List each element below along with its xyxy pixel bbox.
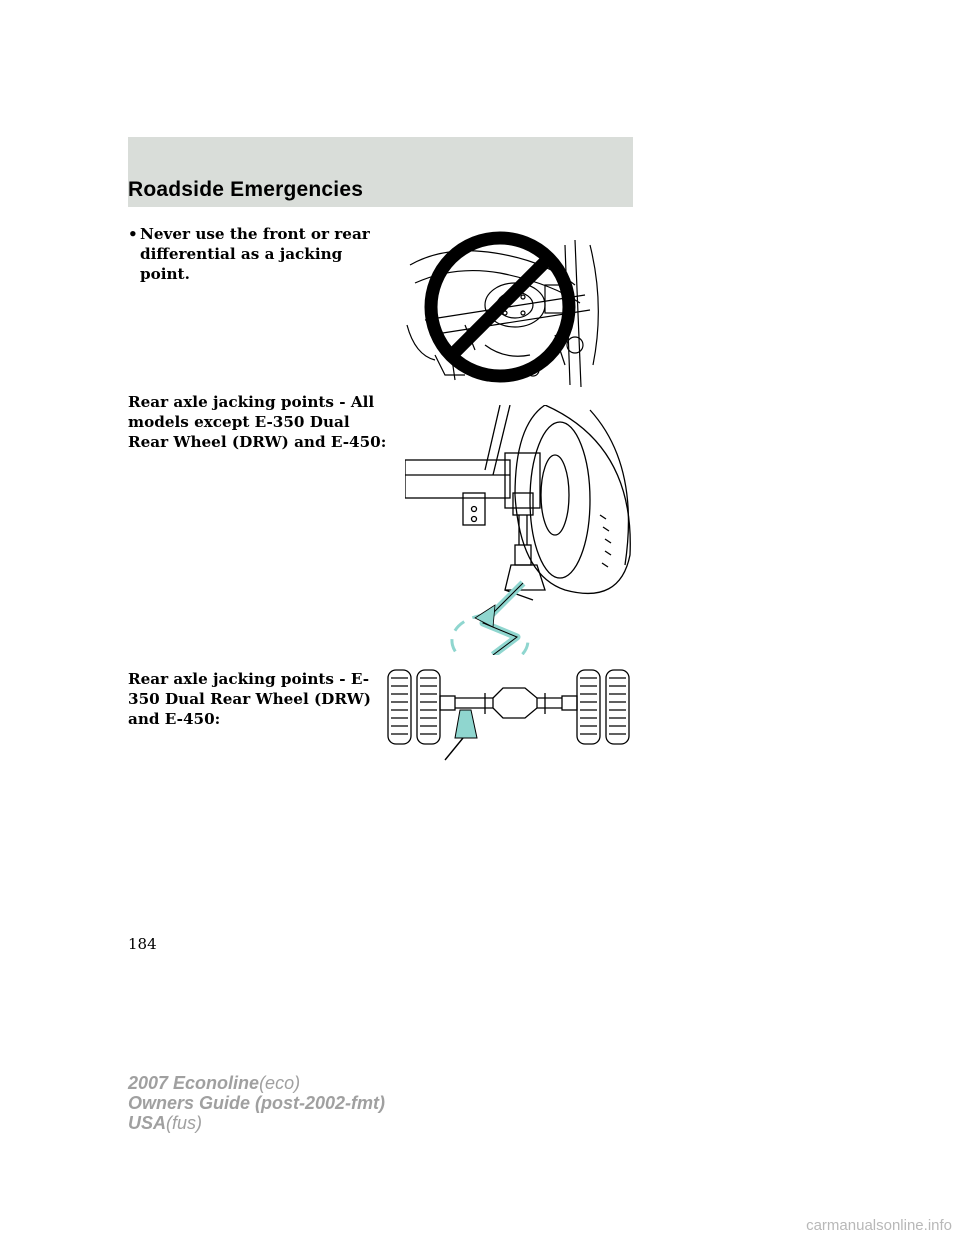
bullet-text: Never use the front or rear differential as a jacking point. [140, 225, 370, 283]
rear-axle-all-models-heading: Rear axle jacking points - All models except E-350 Dual Rear Wheel (DRW) and E-450: [128, 393, 387, 451]
footer-model: 2007 Econoline [128, 1073, 260, 1093]
rear-axle-jack-illustration [405, 405, 635, 655]
footer-market-code: (fus) [166, 1113, 203, 1133]
footer-model-code: (eco) [259, 1073, 301, 1093]
no-symbol-icon [431, 238, 569, 376]
differential-prohibited-illustration [405, 225, 610, 388]
dual-rear-wheel-axle-illustration [385, 660, 635, 762]
rotation-arrow-icon [452, 605, 528, 655]
page-number: 184 [128, 935, 157, 953]
footer-guide: Owners Guide (post-2002-fmt) [128, 1093, 386, 1113]
bullet-item [128, 224, 390, 284]
rear-axle-drw-heading: Rear axle jacking points - E-350 Dual Rear Wheel (DRW) and E-450: [128, 670, 371, 728]
bullet-symbol: • [128, 225, 138, 243]
document-footer [128, 1073, 385, 1133]
footer-market: USA [128, 1113, 167, 1133]
page-title: Roadside Emergencies [128, 178, 364, 201]
watermark-link[interactable]: carmanualsonline.info [806, 1217, 952, 1234]
jack-icon [455, 710, 477, 738]
